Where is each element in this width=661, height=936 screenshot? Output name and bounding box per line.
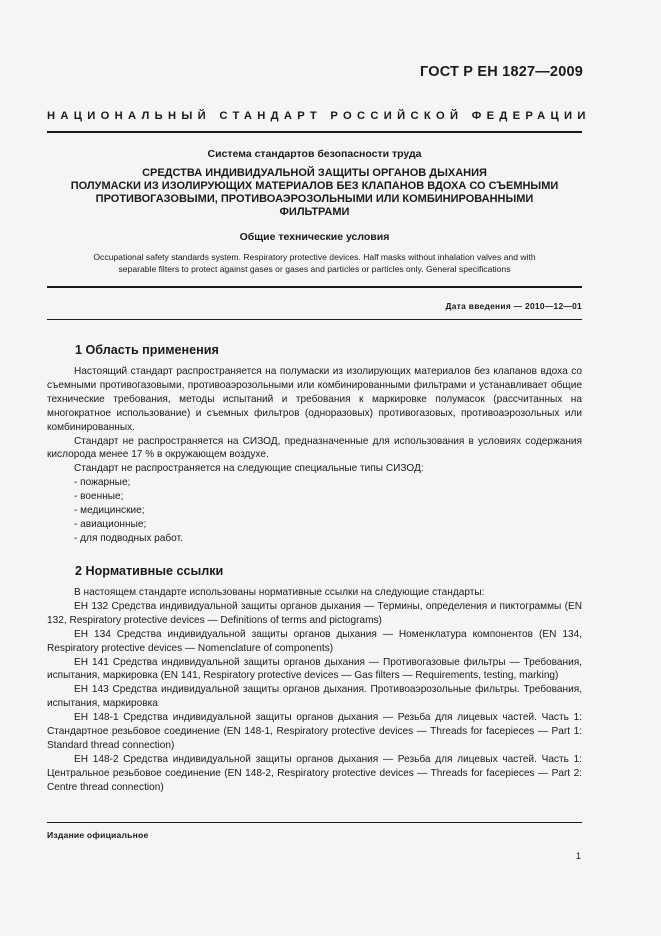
introduction-date: Дата введения — 2010—12—01: [445, 301, 582, 311]
standards-system-title: Система стандартов безопасности труда: [207, 148, 422, 160]
paragraph: Настоящий стандарт распространяется на полумаски из изолирующих материалов без клапанов вдоха со съемными противогазовыми, противоаэрозольными или комбинированными фильтрами и устанавливает общие технические требования, методы испытаний и требования к маркировке полумасок (рассчитанных на многократное использование) и съемных фильтров (одноразовых) противогазовых, противоаэрозольных или комбинированных.: [47, 366, 582, 433]
document-title: [47, 167, 582, 219]
list-item: - для подводных работ.: [74, 532, 183, 544]
paragraph: Стандарт не распространяется на следующие специальные типы СИЗОД:: [74, 463, 424, 475]
page-number: 1: [575, 851, 581, 861]
section-1-heading: 1 Область применения: [75, 343, 219, 357]
reference-item: ЕН 143 Средства индивидуальной защиты органов дыхания. Противоаэрозольные фильтры. Требования, испытания, маркировка: [47, 684, 582, 710]
list-item: - военные;: [74, 491, 124, 503]
title-line: СРЕДСТВА ИНДИВИДУАЛЬНОЙ ЗАЩИТЫ ОРГАНОВ ДЫХАНИЯ: [142, 167, 487, 179]
reference-item: ЕН 148-2 Средства индивидуальной защиты органов дыхания — Резьба для лицевых частей. Часть 1: Центральное резьбовое соединение (EN 148-2, Respiratory protective devices — Threads for facepieces — Part 2: Centre thread connection): [47, 753, 582, 793]
divider-title-bottom: [47, 286, 582, 288]
title-line: ПРОТИВОГАЗОВЫМИ, ПРОТИВОАЭРОЗОЛЬНЫМИ ИЛИ КОМБИНИРОВАННЫМИ: [95, 193, 534, 205]
list-item: - пожарные;: [74, 477, 131, 489]
section-1-body: [47, 365, 582, 546]
list-item: - авиационные;: [74, 518, 147, 530]
english-title-line: Occupational safety standards system. Respiratory protective devices. Half masks without inhalation valves and with: [93, 252, 536, 262]
reference-item: ЕН 132 Средства индивидуальной защиты органов дыхания — Термины, определения и пиктограммы (EN 132, Respiratory protective devices — Definitions of terms and pictograms): [47, 600, 582, 626]
english-title-line: separable filters to protect against gases or gases and particles or particles only. General specifications: [118, 264, 511, 274]
title-line: ФИЛЬТРАМИ: [279, 206, 350, 218]
section-2-body: [47, 586, 582, 795]
paragraph: В настоящем стандарте использованы нормативные ссылки на следующие стандарты:: [74, 587, 485, 598]
section-2-heading: 2 Нормативные ссылки: [75, 564, 224, 578]
reference-item: ЕН 148-1 Средства индивидуальной защиты органов дыхания — Резьба для лицевых частей. Часть 1: Стандартное резьбовое соединение (EN 148-1, Respiratory protective devices — Threads for facepieces — Part 1: Standard thread connection): [47, 712, 582, 751]
national-standard-banner: НАЦИОНАЛЬНЫЙ СТАНДАРТ РОССИЙСКОЙ ФЕДЕРАЦИИ: [47, 110, 591, 122]
edition-note: Издание официальное: [47, 830, 149, 840]
divider-top: [47, 131, 582, 133]
divider-footer: [47, 822, 582, 823]
paragraph: Стандарт не распространяется на СИЗОД, предназначенные для использования в условиях содержания кислорода менее 17 % в окружающем воздухе.: [47, 435, 582, 461]
english-title: [47, 251, 582, 275]
document-number: ГОСТ Р ЕН 1827—2009: [420, 64, 583, 80]
list-item: - медицинские;: [74, 505, 145, 517]
reference-item: ЕН 134 Средства индивидуальной защиты органов дыхания — Номенклатура компонентов (EN 134, Respiratory protective devices — Nomenclature of components): [47, 628, 582, 654]
document-subtitle: Общие технические условия: [239, 231, 390, 243]
title-line: ПОЛУМАСКИ ИЗ ИЗОЛИРУЮЩИХ МАТЕРИАЛОВ БЕЗ КЛАПАНОВ ВДОХА СО СЪЕМНЫМИ: [70, 180, 559, 192]
divider-date: [47, 319, 582, 320]
reference-item: ЕН 141 Средства индивидуальной защиты органов дыхания — Противогазовые фильтры — Требования, испытания, маркировка (EN 141, Respiratory protective devices — Gas filters — Requirements, testing, marking): [47, 656, 582, 682]
